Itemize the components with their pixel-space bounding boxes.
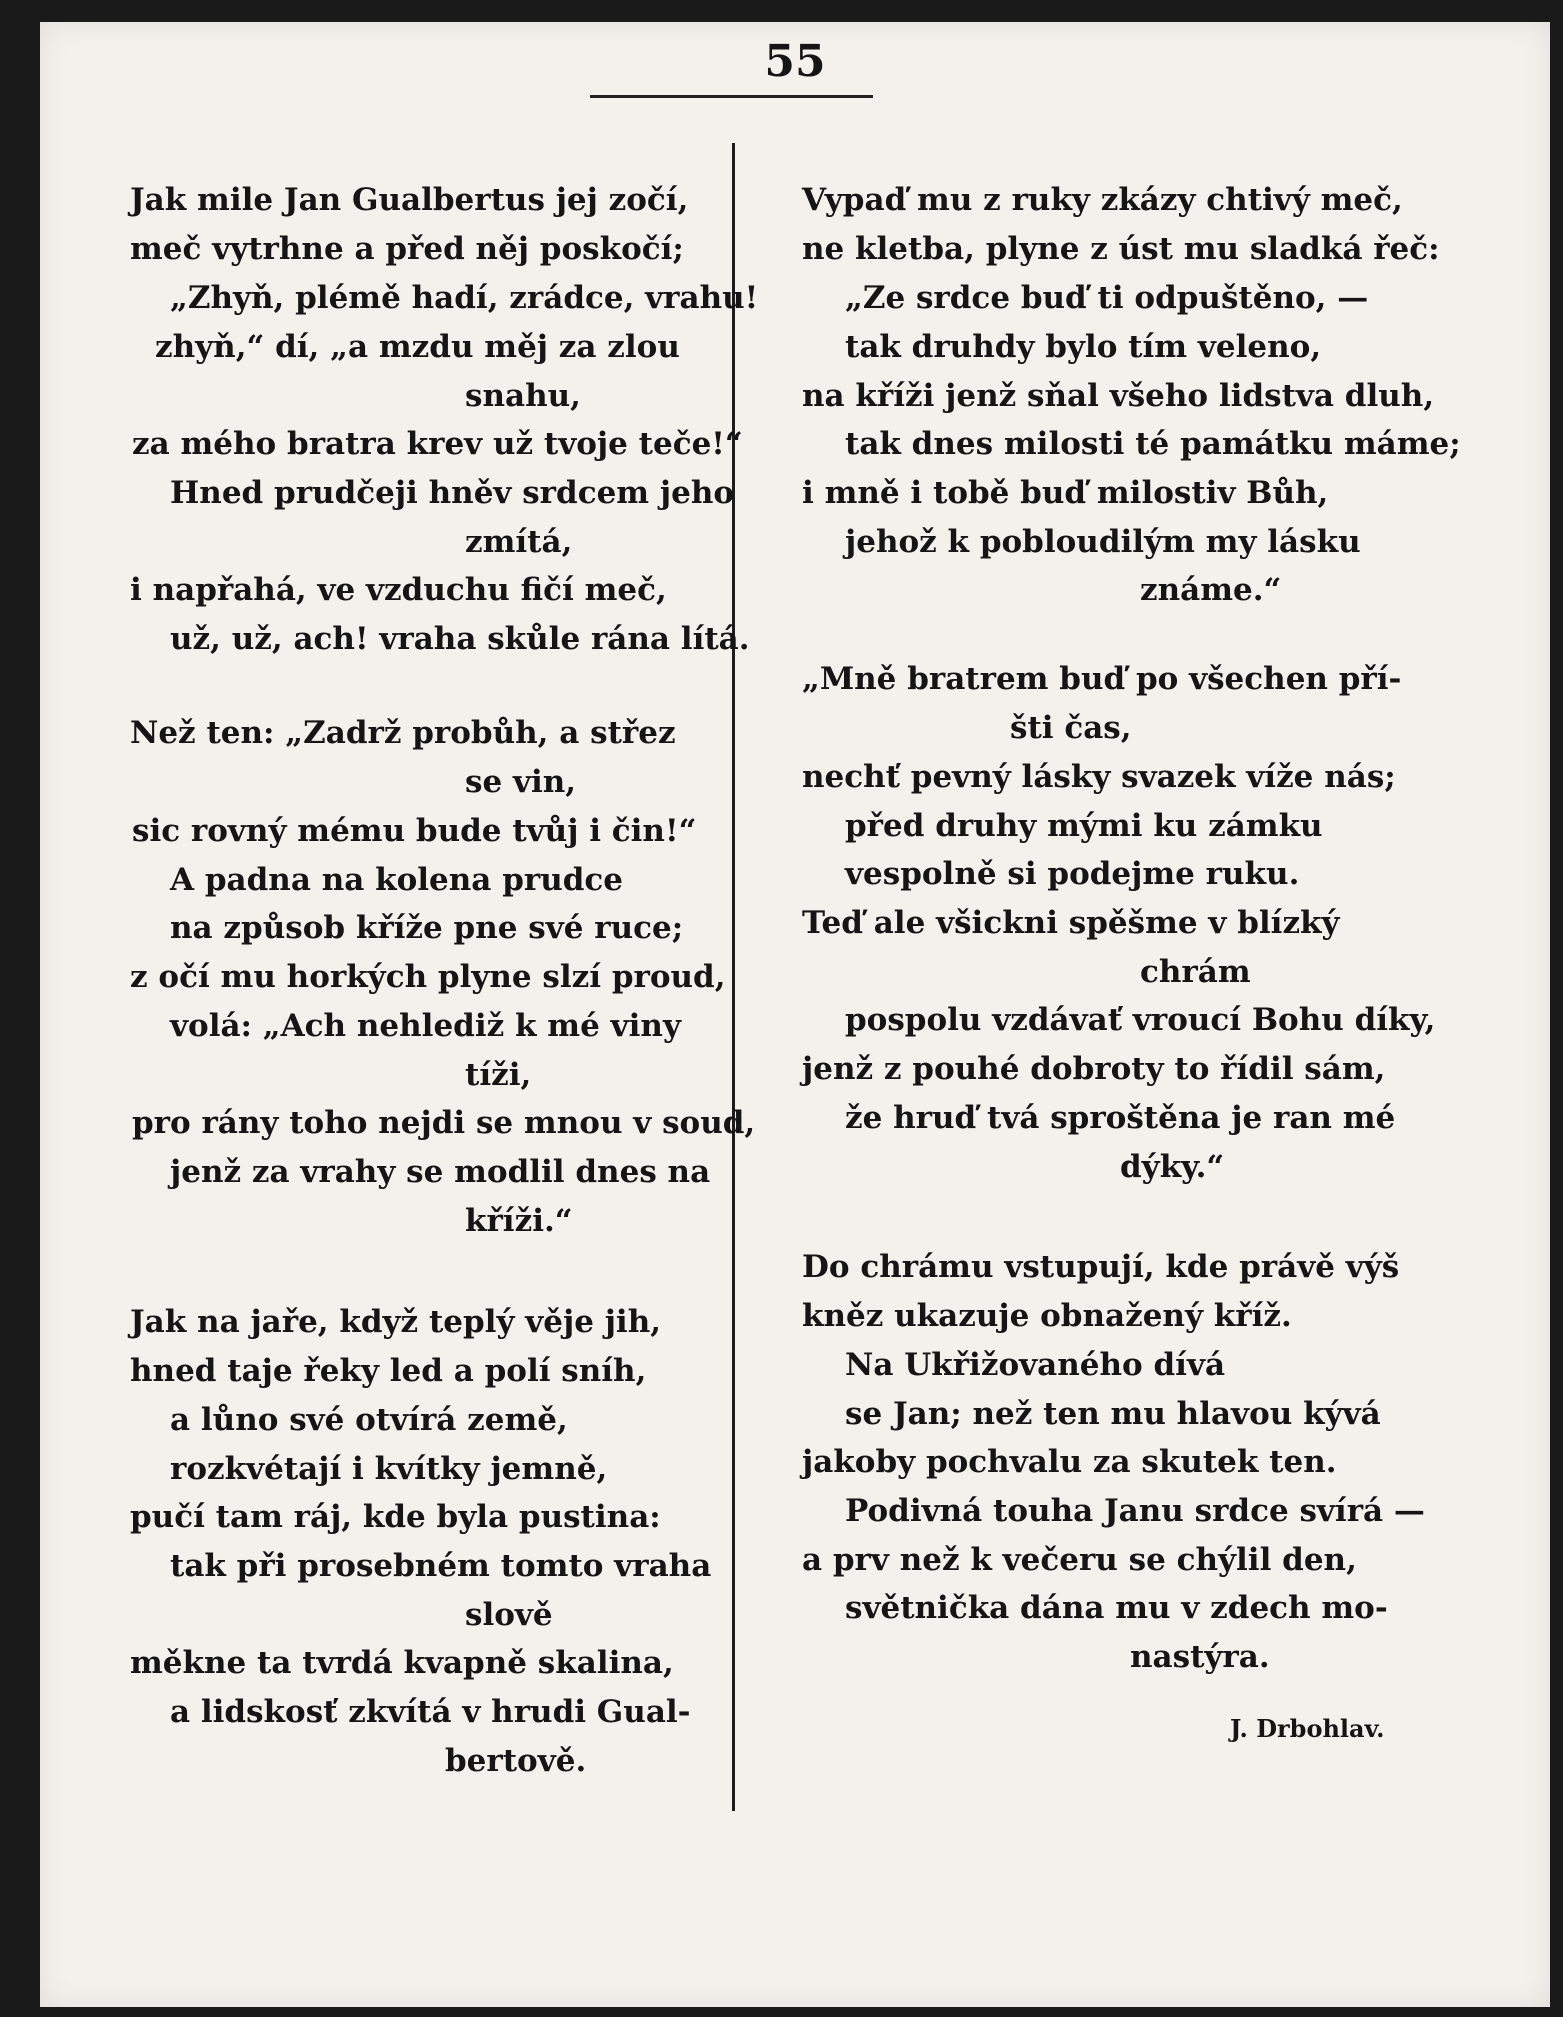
right-column-line: jakoby pochvalu za skutek ten.: [802, 1444, 1337, 1480]
left-column-line: hned taje řeky led a polí sníh,: [130, 1353, 647, 1389]
left-column-line: snahu,: [465, 378, 581, 414]
left-column-line: tíži,: [465, 1057, 532, 1093]
right-column-line: a prv než k večeru se chýlil den,: [802, 1542, 1357, 1578]
right-column-line: Vypaď mu z ruky zkázy chtivý meč,: [802, 182, 1403, 218]
left-column-line: bertově.: [445, 1743, 587, 1779]
left-column-line: „Zhyň, plémě hadí, zrádce, vrahu!: [170, 280, 759, 316]
right-column-line: jenž z pouhé dobroty to řídil sám,: [802, 1051, 1386, 1087]
left-column-line: i napřahá, ve vzduchu fičí meč,: [130, 572, 667, 608]
right-column-line: „Ze srdce buď ti odpuštěno, —: [845, 280, 1369, 316]
left-column-line: zmítá,: [465, 524, 573, 560]
author-signature: J. Drbohlav.: [1230, 1714, 1385, 1743]
right-column-line: Do chrámu vstupují, kde právě výš: [802, 1249, 1400, 1285]
right-column-line: se Jan; než ten mu hlavou kývá: [845, 1396, 1381, 1432]
left-column-line: a lidskosť zkvítá v hrudi Gual-: [170, 1694, 691, 1730]
left-column-line: pučí tam ráj, kde byla pustina:: [130, 1499, 661, 1535]
right-column-line: známe.“: [1140, 572, 1282, 608]
left-column-line: za mého bratra krev už tvoje teče!“: [132, 426, 743, 462]
right-column-line: šti čas,: [1010, 710, 1132, 746]
left-column-line: pro rány toho nejdi se mnou v soud,: [132, 1105, 756, 1141]
column-divider: [732, 143, 735, 1811]
left-column-line: volá: „Ach nehlediž k mé viny: [170, 1008, 681, 1044]
left-column-line: Hned prudčeji hněv srdcem jeho: [170, 475, 735, 511]
left-column-line: zhyň,“ dí, „a mzdu měj za zlou: [155, 329, 680, 365]
left-column-line: Než ten: „Zadrž probůh, a střez: [130, 715, 676, 751]
header-rule: [590, 95, 873, 98]
right-column-line: vespolně si podejme ruku.: [845, 856, 1300, 892]
left-column-line: A padna na kolena prudce: [170, 862, 624, 898]
left-column-line: měkne ta tvrdá kvapně skalina,: [130, 1645, 674, 1681]
left-column-line: kříži.“: [465, 1203, 573, 1239]
right-column-line: nastýra.: [1130, 1639, 1270, 1675]
page-number: 55: [764, 36, 826, 87]
right-column-line: pospolu vzdávať vroucí Bohu díky,: [845, 1002, 1436, 1038]
left-column-line: meč vytrhne a před něj poskočí;: [130, 231, 684, 267]
left-column-line: se vin,: [465, 764, 577, 800]
left-column-line: z očí mu horkých plyne slzí proud,: [130, 959, 726, 995]
left-column-line: už, už, ach! vraha skůle rána lítá.: [170, 621, 750, 657]
right-column-line: před druhy mými ku zámku: [845, 808, 1323, 844]
left-column-line: na způsob kříže pne své ruce;: [170, 910, 684, 946]
right-column-line: chrám: [1140, 954, 1251, 990]
left-column-line: tak při prosebném tomto vraha: [170, 1548, 712, 1584]
left-column-line: Jak na jaře, když teplý věje jih,: [130, 1304, 662, 1340]
right-column-line: světnička dána mu v zdech mo-: [845, 1590, 1388, 1626]
right-column-line: i mně i tobě buď milostiv Bůh,: [802, 475, 1329, 511]
right-column-line: tak dnes milosti té památku máme;: [845, 426, 1461, 462]
right-column-line: Na Ukřižovaného dívá: [845, 1347, 1226, 1383]
left-column-line: a lůno své otvírá země,: [170, 1402, 568, 1438]
right-column-line: Teď ale všickni spěšme v blízký: [802, 905, 1340, 941]
right-column-line: ne kletba, plyne z úst mu sladká řeč:: [802, 231, 1440, 267]
right-column-line: kněz ukazuje obnažený kříž.: [802, 1298, 1292, 1334]
right-column-line: tak druhdy bylo tím veleno,: [845, 329, 1322, 365]
right-column-line: dýky.“: [1120, 1149, 1225, 1185]
left-column-line: slově: [465, 1597, 553, 1633]
right-column-line: na kříži jenž sňal všeho lidstva dluh,: [802, 378, 1435, 414]
right-column-line: jehož k pobloudilým my lásku: [845, 524, 1361, 560]
right-column-line: „Mně bratrem buď po všechen pří-: [802, 661, 1402, 697]
left-column-line: rozkvétají i kvítky jemně,: [170, 1451, 608, 1487]
left-column-line: jenž za vrahy se modlil dnes na: [170, 1154, 711, 1190]
right-column-line: Podivná touha Janu srdce svírá —: [845, 1493, 1425, 1529]
right-column-line: nechť pevný lásky svazek víže nás;: [802, 759, 1396, 795]
left-column-line: sic rovný mému bude tvůj i čin!“: [132, 813, 697, 849]
left-column-line: Jak mile Jan Gualbertus jej zočí,: [130, 182, 689, 218]
right-column-line: že hruď tvá sproštěna je ran mé: [845, 1100, 1396, 1136]
